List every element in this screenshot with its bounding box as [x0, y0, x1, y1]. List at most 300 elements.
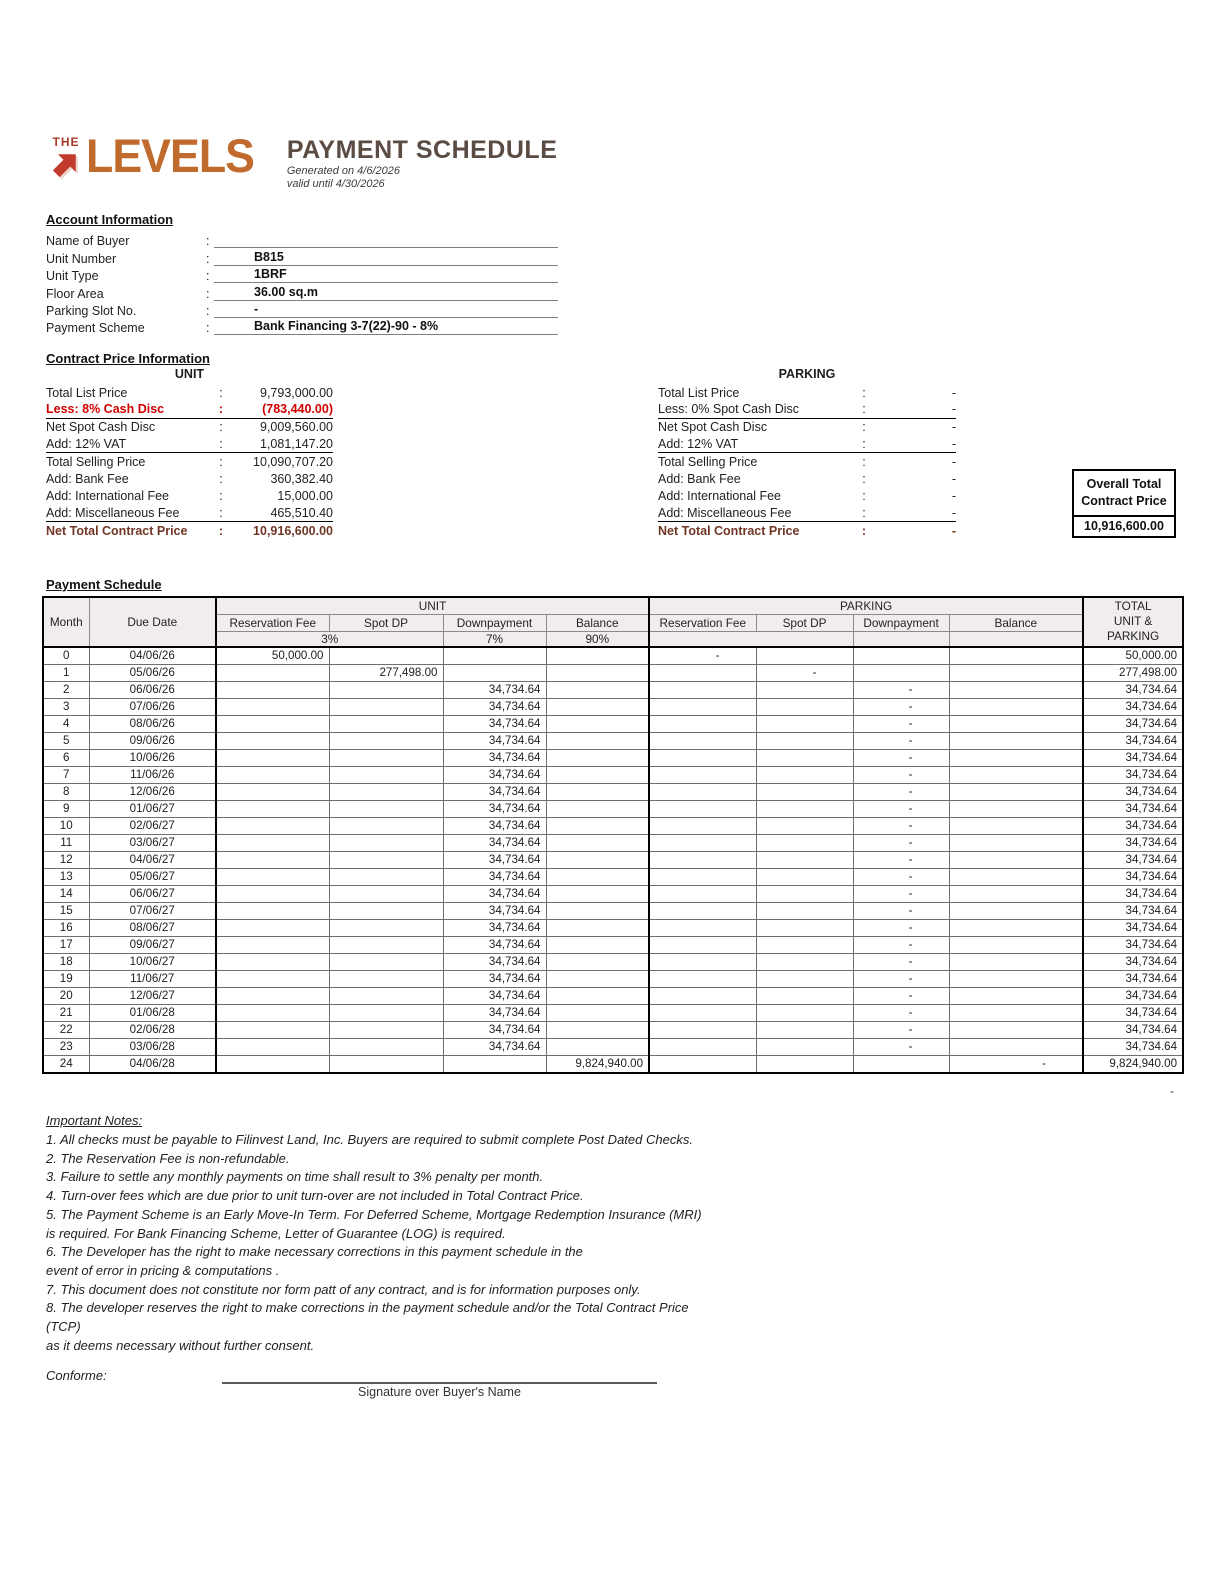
unit-downpayment-cell: 34,734.64 — [443, 987, 546, 1004]
total-cell: 34,734.64 — [1083, 936, 1183, 953]
parking-spot-dp-cell — [756, 1004, 853, 1021]
parking-balance-cell — [949, 800, 1083, 817]
table-row — [43, 834, 1183, 851]
total-cell: 277,498.00 — [1083, 664, 1183, 681]
price-row-colon: : — [862, 385, 866, 400]
month-cell: 5 — [43, 732, 89, 749]
parking-spot-dp-cell — [756, 885, 853, 902]
account-field-label: Unit Number — [46, 251, 117, 266]
parking-spot-dp-cell — [756, 834, 853, 851]
parking-balance-cell — [949, 817, 1083, 834]
table-row — [43, 817, 1183, 834]
unit-balance-cell — [546, 970, 649, 987]
month-cell: 13 — [43, 868, 89, 885]
table-row — [43, 647, 1183, 665]
unit-spot-dp-cell — [329, 1038, 443, 1055]
unit-downpayment-cell: 34,734.64 — [443, 800, 546, 817]
note-line: 2. The Reservation Fee is non-refundable. — [46, 1150, 290, 1166]
parking-balance-cell — [949, 664, 1083, 681]
price-row-colon: : — [862, 472, 866, 487]
unit-reservation-fee-cell — [216, 715, 329, 732]
parking-downpayment-header: Downpayment — [853, 614, 949, 631]
total-cell: 34,734.64 — [1083, 766, 1183, 783]
price-row-label: Less: 8% Cash Disc — [46, 402, 165, 417]
price-row — [46, 384, 333, 401]
parking-spot-dp-cell — [756, 936, 853, 953]
due-date-column-header: Due Date — [89, 597, 216, 647]
total-cell: 34,734.64 — [1083, 783, 1183, 800]
price-row — [46, 453, 333, 470]
price-row — [658, 488, 956, 505]
price-row-colon: : — [219, 385, 223, 400]
account-field-row — [46, 266, 558, 283]
parking-balance-cell — [949, 1004, 1083, 1021]
total-cell: 34,734.64 — [1083, 1004, 1183, 1021]
unit-downpayment-percent: 7% — [443, 631, 546, 647]
parking-downpayment-cell: - — [853, 817, 949, 834]
unit-downpayment-cell: 34,734.64 — [443, 1004, 546, 1021]
unit-spot-dp-cell — [329, 868, 443, 885]
price-row-value: 10,090,707.20 — [253, 454, 333, 469]
due-date-cell: 04/06/27 — [89, 851, 216, 868]
price-row-colon: : — [219, 454, 223, 469]
parking-spot-dp-cell — [756, 698, 853, 715]
unit-downpayment-cell: 34,734.64 — [443, 902, 546, 919]
unit-reservation-fee-cell — [216, 800, 329, 817]
unit-balance-cell — [546, 800, 649, 817]
parking-downpayment-cell: - — [853, 800, 949, 817]
unit-price-block — [46, 367, 333, 540]
unit-spot-dp-cell — [329, 834, 443, 851]
parking-spot-dp-cell: - — [756, 664, 853, 681]
parking-reservation-fee-cell — [649, 800, 756, 817]
total-cell: 34,734.64 — [1083, 1021, 1183, 1038]
total-header-line1: TOTAL — [1114, 598, 1152, 613]
unit-spot-dp-cell: 277,498.00 — [329, 664, 443, 681]
note-line: 1. All checks must be payable to Filinvest Land, Inc. Buyers are required to submit complete Post Dated Checks. — [46, 1132, 693, 1147]
parking-downpayment-cell — [853, 664, 949, 681]
parking-price-rows — [658, 384, 956, 540]
account-field-colon: : — [206, 251, 210, 266]
account-information-heading: Account Information — [46, 212, 174, 227]
parking-balance-cell — [949, 953, 1083, 970]
month-cell: 10 — [43, 817, 89, 834]
account-fields — [46, 231, 558, 335]
month-cell: 1 — [43, 664, 89, 681]
price-row-label: Total Selling Price — [658, 454, 758, 469]
table-row — [43, 1038, 1183, 1055]
total-cell: 34,734.64 — [1083, 817, 1183, 834]
parking-downpayment-cell: - — [853, 885, 949, 902]
unit-reservation-fee-cell — [216, 664, 329, 681]
parking-spot-dp-cell — [756, 715, 853, 732]
month-cell: 11 — [43, 834, 89, 851]
unit-spot-dp-cell — [329, 783, 443, 800]
due-date-cell: 04/06/26 — [89, 647, 216, 665]
levels-logo — [48, 129, 263, 182]
parking-balance-cell — [949, 783, 1083, 800]
table-row — [43, 1004, 1183, 1021]
unit-spot-dp-cell — [329, 936, 443, 953]
unit-downpayment-cell — [443, 1055, 546, 1073]
table-row — [43, 987, 1183, 1004]
note-line: as it deems necessary without further consent. — [46, 1337, 315, 1353]
logo-levels-text: LEVELS — [86, 129, 254, 182]
parking-balance-cell — [949, 885, 1083, 902]
unit-balance-cell — [546, 817, 649, 834]
unit-reservation-fee-cell — [216, 987, 329, 1004]
unit-reservation-fee-cell — [216, 919, 329, 936]
account-field-row — [46, 301, 558, 318]
table-row — [43, 885, 1183, 902]
total-cell: 34,734.64 — [1083, 902, 1183, 919]
unit-reservation-fee-cell — [216, 970, 329, 987]
price-row-colon: : — [218, 402, 224, 417]
price-row-label: Add: International Fee — [46, 489, 169, 504]
price-row-value: - — [951, 472, 956, 487]
due-date-cell: 11/06/26 — [89, 766, 216, 783]
total-cell: 34,734.64 — [1083, 834, 1183, 851]
table-row — [43, 868, 1183, 885]
price-row-colon: : — [862, 420, 866, 435]
unit-downpayment-cell — [443, 647, 546, 665]
price-row-value: 9,793,000.00 — [260, 385, 333, 400]
parking-balance-cell — [949, 647, 1083, 665]
account-field-value: Bank Financing 3-7(22)-90 - 8% — [214, 318, 558, 335]
unit-balance-cell — [546, 868, 649, 885]
due-date-cell: 05/06/27 — [89, 868, 216, 885]
note-line: event of error in pricing & computations . — [46, 1262, 280, 1278]
parking-reservation-fee-cell — [649, 868, 756, 885]
payment-schedule-table — [42, 596, 1184, 1074]
unit-spot-dp-cell — [329, 919, 443, 936]
unit-reservation-fee-cell — [216, 749, 329, 766]
unit-reservation-fee-cell — [216, 902, 329, 919]
unit-spot-dp-cell — [329, 800, 443, 817]
account-field-colon: : — [206, 234, 210, 249]
unit-downpayment-cell: 34,734.64 — [443, 766, 546, 783]
unit-downpayment-cell: 34,734.64 — [443, 681, 546, 698]
parking-reservation-fee-cell — [649, 715, 756, 732]
parking-spot-dp-cell — [756, 766, 853, 783]
parking-reservation-fee-cell — [649, 783, 756, 800]
price-row-colon: : — [862, 437, 866, 452]
unit-reservation-fee-cell — [216, 851, 329, 868]
parking-reservation-fee-cell — [649, 698, 756, 715]
price-row-colon: : — [862, 402, 866, 417]
unit-group-header: UNIT — [216, 597, 649, 614]
parking-balance-cell — [949, 698, 1083, 715]
price-row-value: - — [951, 402, 956, 417]
unit-reservation-fee-cell: 50,000.00 — [216, 647, 329, 665]
parking-spot-dp-cell — [756, 1038, 853, 1055]
price-row-label: Add: 12% VAT — [46, 437, 127, 452]
due-date-cell: 01/06/28 — [89, 1004, 216, 1021]
table-row — [43, 783, 1183, 800]
unit-reservation-fee-cell — [216, 1055, 329, 1073]
unit-downpayment-cell: 34,734.64 — [443, 1021, 546, 1038]
unit-reservation-fee-header: Reservation Fee — [216, 614, 329, 631]
table-row — [43, 851, 1183, 868]
total-cell: 34,734.64 — [1083, 715, 1183, 732]
parking-spot-dp-cell — [756, 681, 853, 698]
account-information-section — [46, 212, 558, 335]
parking-reservation-fee-cell: - — [649, 647, 756, 665]
table-row — [43, 936, 1183, 953]
price-row-colon: : — [219, 472, 223, 487]
parking-downpayment-cell: - — [853, 715, 949, 732]
note-line: 8. The developer reserves the right to make corrections in the payment schedule and/or the Total Contract Price (TCP) — [46, 1300, 689, 1335]
price-row — [658, 505, 956, 522]
month-cell: 22 — [43, 1021, 89, 1038]
price-row-label: Net Total Contract Price — [46, 524, 188, 539]
table-row — [43, 919, 1183, 936]
parking-downpayment-cell: - — [853, 953, 949, 970]
total-cell: 50,000.00 — [1083, 647, 1183, 665]
total-cell: 34,734.64 — [1083, 749, 1183, 766]
unit-spot-dp-cell — [329, 1004, 443, 1021]
unit-reservation-fee-cell — [216, 936, 329, 953]
parking-balance-cell — [949, 749, 1083, 766]
price-row-value: - — [951, 385, 956, 400]
unit-price-rows — [46, 384, 333, 540]
price-row-value: - — [951, 489, 956, 504]
unit-downpayment-cell: 34,734.64 — [443, 868, 546, 885]
due-date-cell: 07/06/27 — [89, 902, 216, 919]
table-row — [43, 732, 1183, 749]
price-row — [46, 522, 333, 539]
month-cell: 8 — [43, 783, 89, 800]
parking-balance-cell — [949, 1038, 1083, 1055]
overall-total-box — [1072, 469, 1176, 538]
price-row — [658, 401, 956, 418]
due-date-cell: 10/06/26 — [89, 749, 216, 766]
note-line: 6. The Developer has the right to make necessary corrections in this payment schedule in the — [46, 1244, 583, 1260]
price-row — [46, 419, 333, 436]
total-cell: 34,734.64 — [1083, 851, 1183, 868]
due-date-cell: 02/06/27 — [89, 817, 216, 834]
unit-spot-dp-cell — [329, 902, 443, 919]
unit-spot-dp-cell — [329, 970, 443, 987]
price-row — [658, 419, 956, 436]
account-field-row — [46, 318, 558, 335]
parking-reservation-fee-cell — [649, 970, 756, 987]
unit-reservation-fee-cell — [216, 1021, 329, 1038]
parking-group-header: PARKING — [649, 597, 1083, 614]
unit-reservation-fee-cell — [216, 1004, 329, 1021]
due-date-cell: 07/06/26 — [89, 698, 216, 715]
parking-reservation-fee-cell — [649, 885, 756, 902]
unit-balance-cell — [546, 885, 649, 902]
month-cell: 18 — [43, 953, 89, 970]
unit-resfee-spotdp-percent: 3% — [216, 631, 443, 647]
parking-reservation-fee-cell — [649, 987, 756, 1004]
parking-downpayment-cell: - — [853, 749, 949, 766]
price-row — [46, 401, 333, 418]
unit-spot-dp-cell — [329, 1055, 443, 1073]
price-row-label: Net Spot Cash Disc — [658, 420, 768, 435]
price-row-colon: : — [862, 489, 866, 504]
price-row — [46, 488, 333, 505]
parking-downpayment-cell: - — [853, 987, 949, 1004]
parking-downpayment-cell: - — [853, 936, 949, 953]
price-row-label: Less: 0% Spot Cash Disc — [658, 402, 800, 417]
unit-downpayment-cell: 34,734.64 — [443, 970, 546, 987]
document-title-block — [287, 137, 558, 192]
parking-downpayment-cell: - — [853, 783, 949, 800]
price-row-value: 10,916,600.00 — [253, 524, 333, 539]
parking-spot-dp-header: Spot DP — [756, 614, 853, 631]
note-line: 7. This document does not constitute nor form patt of any contract, and is for information purposes only. — [46, 1281, 641, 1297]
due-date-cell: 12/06/27 — [89, 987, 216, 1004]
note-line: is required. For Bank Financing Scheme, Letter of Guarantee (LOG) is required. — [46, 1225, 506, 1241]
unit-balance-cell: 9,824,940.00 — [546, 1055, 649, 1073]
parking-spot-dp-cell — [756, 1055, 853, 1073]
total-column-header — [1083, 597, 1183, 647]
price-row-value: - — [951, 454, 956, 469]
unit-downpayment-cell: 34,734.64 — [443, 885, 546, 902]
price-row-label: Add: Bank Fee — [46, 472, 129, 487]
price-row — [46, 470, 333, 487]
parking-reservation-fee-cell — [649, 902, 756, 919]
parking-balance-cell — [949, 919, 1083, 936]
parking-reservation-fee-cell — [649, 1038, 756, 1055]
parking-price-block — [658, 367, 956, 540]
price-row-colon: : — [218, 524, 224, 539]
account-field-row — [46, 231, 558, 248]
unit-balance-cell — [546, 987, 649, 1004]
total-cell: 34,734.64 — [1083, 732, 1183, 749]
parking-balance-cell — [949, 681, 1083, 698]
due-date-cell: 03/06/27 — [89, 834, 216, 851]
parking-reservation-fee-cell — [649, 936, 756, 953]
parking-balance-cell — [949, 987, 1083, 1004]
unit-downpayment-cell — [443, 664, 546, 681]
unit-reservation-fee-cell — [216, 817, 329, 834]
unit-reservation-fee-cell — [216, 783, 329, 800]
overall-total-value: 10,916,600.00 — [1074, 515, 1174, 536]
price-row-label: Total List Price — [658, 385, 740, 400]
important-notes-section — [46, 1113, 726, 1355]
parking-reservation-fee-header: Reservation Fee — [649, 614, 756, 631]
parking-spot-dp-cell — [756, 749, 853, 766]
total-cell: 34,734.64 — [1083, 698, 1183, 715]
payment-schedule-heading: Payment Schedule — [46, 577, 162, 592]
note-line: 5. The Payment Scheme is an Early Move-In Term. For Deferred Scheme, Mortgage Redemption Insurance (MRI) — [46, 1206, 702, 1222]
total-cell: 34,734.64 — [1083, 1038, 1183, 1055]
month-cell: 16 — [43, 919, 89, 936]
total-cell: 34,734.64 — [1083, 970, 1183, 987]
parking-spot-dp-cell — [756, 970, 853, 987]
logo-the-arrow — [48, 136, 84, 179]
unit-downpayment-header: Downpayment — [443, 614, 546, 631]
parking-downpayment-cell — [853, 1055, 949, 1073]
price-row-label: Add: Miscellaneous Fee — [658, 506, 792, 521]
account-field-row — [46, 248, 558, 265]
price-row-colon: : — [219, 489, 223, 504]
unit-price-title: UNIT — [174, 367, 205, 381]
parking-balance-header: Balance — [949, 614, 1083, 631]
due-date-cell: 01/06/27 — [89, 800, 216, 817]
parking-reservation-fee-cell — [649, 919, 756, 936]
unit-downpayment-cell: 34,734.64 — [443, 834, 546, 851]
unit-spot-dp-header: Spot DP — [329, 614, 443, 631]
parking-downpayment-cell: - — [853, 868, 949, 885]
price-row-label: Total Selling Price — [46, 454, 146, 469]
note-line: 4. Turn-over fees which are due prior to unit turn-over are not included in Total Contract Price. — [46, 1188, 584, 1204]
parking-downpayment-cell: - — [853, 902, 949, 919]
unit-reservation-fee-cell — [216, 732, 329, 749]
price-row-label: Add: Bank Fee — [658, 472, 741, 487]
unit-balance-cell — [546, 732, 649, 749]
unit-balance-cell — [546, 664, 649, 681]
unit-balance-cell — [546, 715, 649, 732]
table-row — [43, 715, 1183, 732]
price-row-colon: : — [219, 506, 223, 521]
price-row-colon: : — [219, 437, 223, 452]
unit-reservation-fee-cell — [216, 868, 329, 885]
month-cell: 2 — [43, 681, 89, 698]
parking-spot-dp-cell — [756, 800, 853, 817]
account-field-value — [214, 231, 558, 248]
table-row — [43, 953, 1183, 970]
parking-spot-dp-cell — [756, 732, 853, 749]
account-field-label: Floor Area — [46, 286, 104, 301]
month-cell: 21 — [43, 1004, 89, 1021]
month-cell: 19 — [43, 970, 89, 987]
signature-caption: Signature over Buyer's Name — [358, 1385, 521, 1399]
account-field-value: 1BRF — [214, 266, 558, 283]
total-cell: 34,734.64 — [1083, 919, 1183, 936]
unit-spot-dp-cell — [329, 715, 443, 732]
parking-reservation-fee-cell — [649, 834, 756, 851]
unit-downpayment-cell: 34,734.64 — [443, 851, 546, 868]
parking-downpayment-cell: - — [853, 851, 949, 868]
due-date-cell: 03/06/28 — [89, 1038, 216, 1055]
table-row — [43, 902, 1183, 919]
unit-balance-cell — [546, 681, 649, 698]
brand-header — [48, 129, 558, 192]
parking-reservation-fee-cell — [649, 851, 756, 868]
unit-balance-header: Balance — [546, 614, 649, 631]
month-cell: 3 — [43, 698, 89, 715]
unit-spot-dp-cell — [329, 647, 443, 665]
parking-reservation-fee-cell — [649, 1055, 756, 1073]
parking-spot-dp-cell — [756, 647, 853, 665]
unit-spot-dp-cell — [329, 987, 443, 1004]
unit-reservation-fee-cell — [216, 834, 329, 851]
unit-downpayment-cell: 34,734.64 — [443, 698, 546, 715]
parking-spot-dp-cell — [756, 987, 853, 1004]
parking-downpayment-cell: - — [853, 766, 949, 783]
account-field-colon: : — [206, 303, 210, 318]
signature-block — [222, 1362, 657, 1399]
due-date-cell: 02/06/28 — [89, 1021, 216, 1038]
unit-reservation-fee-cell — [216, 1038, 329, 1055]
parking-downpayment-cell: - — [853, 698, 949, 715]
total-cell: 34,734.64 — [1083, 681, 1183, 698]
unit-balance-cell — [546, 698, 649, 715]
unit-balance-cell — [546, 749, 649, 766]
unit-balance-cell — [546, 783, 649, 800]
important-notes-lines — [46, 1131, 726, 1355]
due-date-cell: 09/06/27 — [89, 936, 216, 953]
account-field-row — [46, 283, 558, 300]
unit-spot-dp-cell — [329, 817, 443, 834]
price-row — [658, 436, 956, 453]
generated-date: Generated on 4/6/2026 — [286, 165, 400, 178]
total-header-line3: PARKING — [1106, 629, 1160, 644]
